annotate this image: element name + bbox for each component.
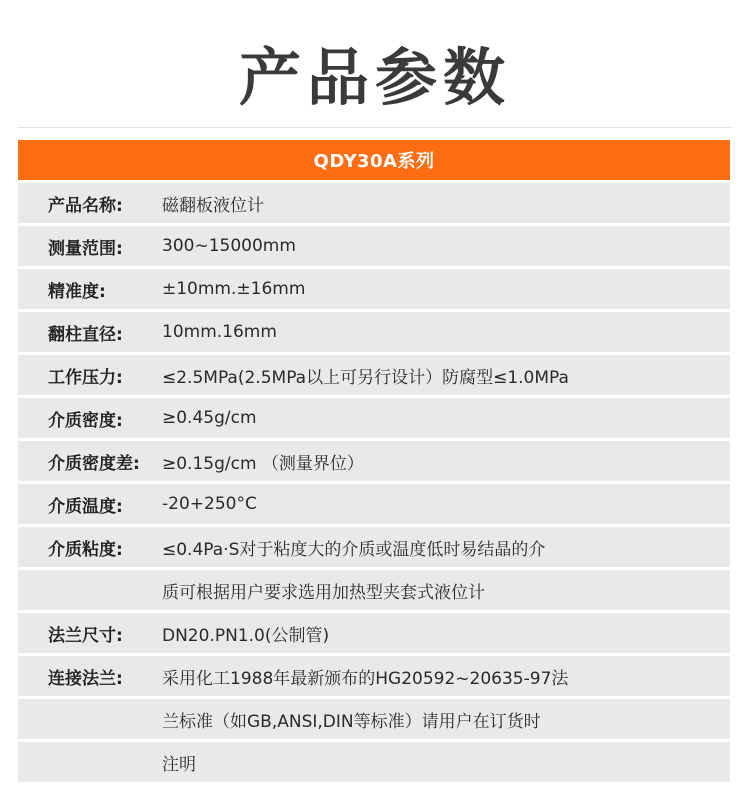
spec-value: ≥0.45g/cm	[162, 408, 257, 428]
spec-row-pressure	[18, 355, 730, 395]
spec-row-density	[18, 398, 730, 438]
spec-row-accuracy	[18, 269, 730, 309]
spec-table	[18, 183, 730, 785]
spec-row-flange-size	[18, 613, 730, 653]
spec-row-connection-flange-note	[18, 742, 730, 782]
spec-value: ±10mm.±16mm	[162, 279, 306, 299]
spec-row-connection-flange-cont	[18, 699, 730, 739]
spec-label: 精准度:	[48, 281, 106, 302]
spec-value: 注明	[162, 754, 196, 775]
spec-value: ≤0.4Pa·S对于粘度大的介质或温度低时易结晶的介	[162, 539, 546, 560]
spec-label: 产品名称:	[48, 195, 123, 216]
series-header: QDY30A系列	[18, 140, 730, 180]
spec-row-temperature	[18, 484, 730, 524]
spec-value: 采用化工1988年最新颁布的HG20592~20635-97法	[162, 668, 569, 689]
spec-label: 介质粘度:	[48, 539, 123, 560]
spec-row-connection-flange	[18, 656, 730, 696]
spec-value: -20+250°C	[162, 494, 257, 514]
spec-row-column-diameter	[18, 312, 730, 352]
spec-row-viscosity	[18, 527, 730, 567]
spec-label: 连接法兰:	[48, 668, 123, 689]
spec-value: 300~15000mm	[162, 236, 296, 256]
spec-value: ≥0.15g/cm （测量界位）	[162, 453, 364, 474]
spec-label: 翻柱直径:	[48, 324, 123, 345]
spec-row-viscosity-cont	[18, 570, 730, 610]
spec-label: 介质密度差:	[48, 453, 140, 474]
spec-label: 测量范围:	[48, 238, 123, 259]
spec-value: 10mm.16mm	[162, 322, 277, 342]
spec-row-range	[18, 226, 730, 266]
spec-value: 质可根据用户要求选用加热型夹套式液位计	[162, 582, 485, 603]
title-divider	[18, 127, 732, 128]
spec-label: 工作压力:	[48, 367, 123, 388]
spec-value: DN20.PN1.0(公制管)	[162, 625, 330, 646]
spec-row-product-name	[18, 183, 730, 223]
spec-value: 磁翻板液位计	[162, 195, 264, 216]
spec-label: 法兰尺寸:	[48, 625, 123, 646]
spec-label: 介质温度:	[48, 496, 123, 517]
spec-label: 介质密度:	[48, 410, 123, 431]
spec-value: ≤2.5MPa(2.5MPa以上可另行设计）防腐型≤1.0MPa	[162, 367, 569, 388]
spec-value: 兰标准（如GB,ANSI,DIN等标准）请用户在订货时	[162, 711, 541, 732]
page-title: 产品参数	[238, 41, 511, 114]
spec-row-density-diff	[18, 441, 730, 481]
